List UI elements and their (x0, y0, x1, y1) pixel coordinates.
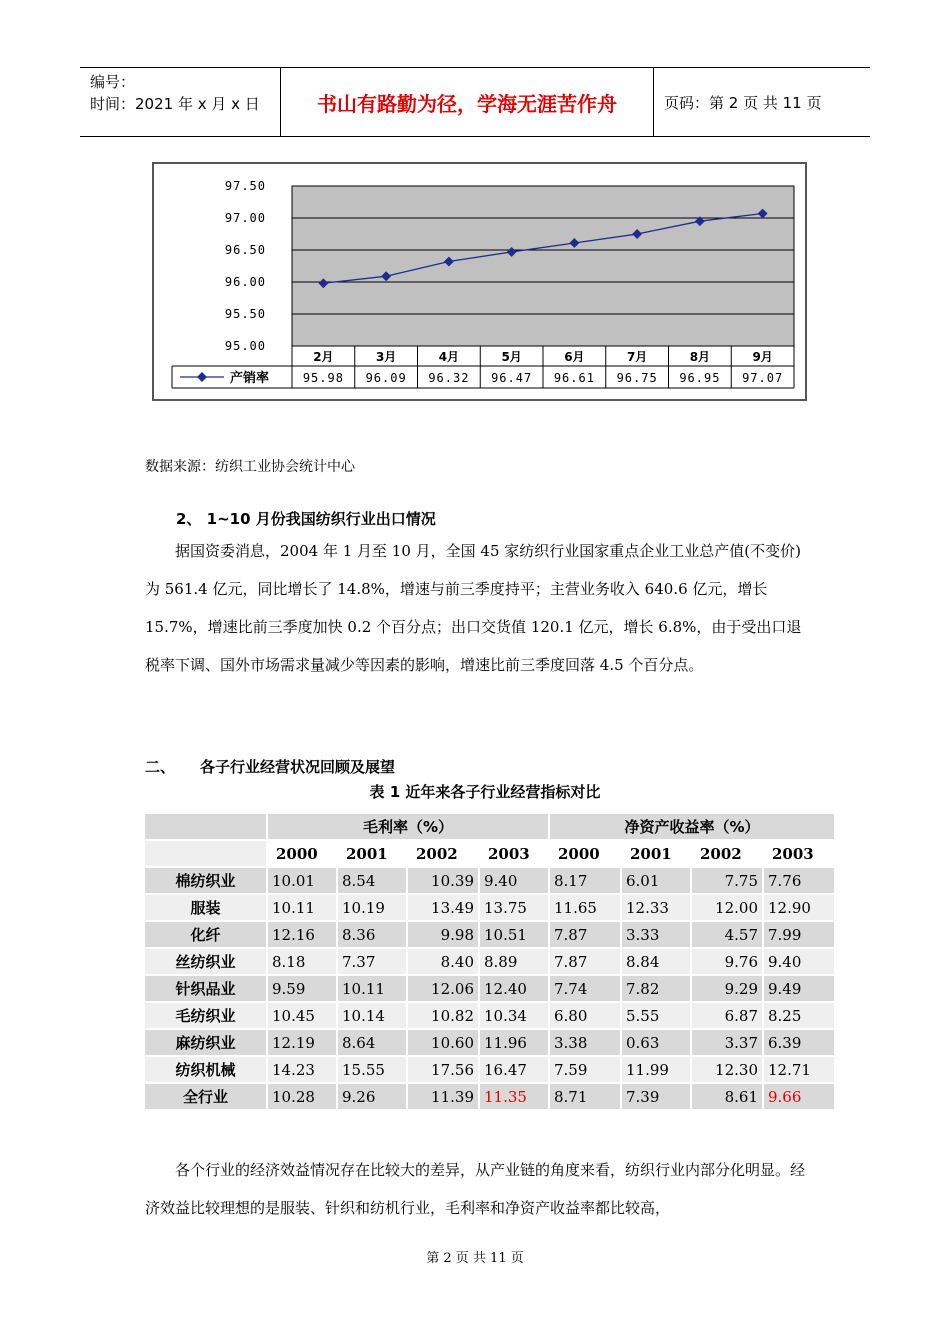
table-cell: 3.38 (550, 1030, 620, 1055)
table-cell: 6.01 (622, 868, 690, 893)
y-tick-label: 97.00 (224, 211, 266, 225)
table-cell: 12.06 (408, 976, 478, 1001)
x-category-label: 4月 (438, 350, 460, 364)
x-category-label: 7月 (626, 350, 648, 364)
data-value-label: 96.09 (365, 371, 407, 385)
table-cell: 12.90 (764, 895, 834, 920)
section-two-number: 二、 (145, 758, 176, 776)
x-category-label: 5月 (501, 350, 522, 364)
table-cell: 17.56 (408, 1057, 478, 1082)
year-header: 2003 (480, 841, 548, 866)
table-row (145, 922, 834, 947)
table-cell: 8.54 (338, 868, 406, 893)
table-cell: 12.30 (692, 1057, 762, 1082)
header-motto: 书山有路勤为径，学海无涯苦作舟 (281, 68, 654, 136)
table-cell: 10.28 (268, 1084, 336, 1109)
year-header: 2001 (338, 841, 406, 866)
row-industry-name: 棉纺织业 (145, 868, 266, 893)
table-cell: 7.59 (550, 1057, 620, 1082)
table-cell: 8.84 (622, 949, 690, 974)
table-row (145, 1057, 834, 1082)
table-cell: 10.82 (408, 1003, 478, 1028)
table-cell: 6.87 (692, 1003, 762, 1028)
row-industry-name: 全行业 (145, 1084, 266, 1109)
year-header: 2003 (764, 841, 834, 866)
year-corner (145, 841, 266, 866)
y-tick-label: 95.00 (224, 339, 266, 353)
table-cell: 10.34 (480, 1003, 548, 1028)
x-category-label: 8月 (689, 350, 711, 364)
data-value-label: 96.75 (616, 371, 658, 385)
row-industry-name: 毛纺织业 (145, 1003, 266, 1028)
table-cell: 9.40 (764, 949, 834, 974)
table-cell: 7.99 (764, 922, 834, 947)
year-header: 2001 (622, 841, 690, 866)
header-page-label: 页码：第 2 页 共 11 页 (664, 93, 822, 112)
table-cell: 7.87 (550, 922, 620, 947)
table-cell: 8.89 (480, 949, 548, 974)
table-cell: 12.19 (268, 1030, 336, 1055)
table-cell: 12.71 (764, 1057, 834, 1082)
table-corner (145, 814, 266, 839)
table-cell: 9.76 (692, 949, 762, 974)
data-value-label: 96.47 (491, 371, 533, 385)
table-cell: 10.19 (338, 895, 406, 920)
table-cell: 0.63 (622, 1030, 690, 1055)
table-cell: 10.45 (268, 1003, 336, 1028)
data-source: 数据来源：纺织工业协会统计中心 (145, 459, 355, 475)
table-cell: 8.25 (764, 1003, 834, 1028)
y-tick-label: 95.50 (224, 307, 266, 321)
row-industry-name: 麻纺织业 (145, 1030, 266, 1055)
table-cell: 15.55 (338, 1057, 406, 1082)
table-row (145, 895, 834, 920)
table-cell: 14.23 (268, 1057, 336, 1082)
table-cell: 8.17 (550, 868, 620, 893)
legend-label: 产销率 (230, 371, 270, 386)
table-cell: 11.96 (480, 1030, 548, 1055)
data-value-label: 97.07 (742, 371, 784, 385)
table-cell: 10.39 (408, 868, 478, 893)
closing-paragraph: 各个行业的经济效益情况存在比较大的差异，从产业链的角度来看，纺织行业内部分化明显。经济效益比较理想的是服装、针织和纺机行业，毛利率和净资产收益率都比较高， (145, 1161, 806, 1217)
x-category-label: 3月 (375, 350, 397, 364)
row-industry-name: 服装 (145, 895, 266, 920)
table-row (145, 949, 834, 974)
line-chart-svg (154, 164, 805, 399)
date-label: 时间：2021 年 x 月 x 日 (90, 95, 260, 113)
table-row (145, 1003, 834, 1028)
data-value-label: 96.95 (679, 371, 721, 385)
table-group-header (145, 814, 834, 839)
table-cell: 11.35 (480, 1084, 548, 1109)
table-cell: 10.01 (268, 868, 336, 893)
section2-paragraph: 据国资委消息，2004 年 1 月至 10 月，全国 45 家纺织行业国家重点企业工业总产值(不变价)为 561.4 亿元，同比增长了 14.8%，增速与前三季度持平；主营业务收入 640.6 亿元，增长 15.7%，增速比前三季度加快 0.2 个百分点；出口交货值 120.1 亿元，增长 6.8%，由于受出口退税率下调、国外市场需求量减少等因素的影响，增速比前三季度回落 4.5 个百分点。 (145, 542, 802, 674)
table-cell: 8.36 (338, 922, 406, 947)
code-label: 编号： (90, 73, 136, 91)
table-cell: 7.37 (338, 949, 406, 974)
table-row (145, 1030, 834, 1055)
table-cell: 7.82 (622, 976, 690, 1001)
table-cell: 7.75 (692, 868, 762, 893)
table-cell: 11.65 (550, 895, 620, 920)
table-cell: 9.59 (268, 976, 336, 1001)
data-value-label: 95.98 (302, 371, 344, 385)
section-two-title: 各子行业经营状况回顾及展望 (200, 758, 396, 776)
table-cell: 8.64 (338, 1030, 406, 1055)
table-cell: 6.39 (764, 1030, 834, 1055)
table-cell: 5.55 (622, 1003, 690, 1028)
table-cell: 9.49 (764, 976, 834, 1001)
table-cell: 12.40 (480, 976, 548, 1001)
table-cell: 8.61 (692, 1084, 762, 1109)
table-body (145, 868, 834, 1109)
group-gross-margin: 毛利率（%） (268, 814, 548, 839)
year-header: 2000 (550, 841, 620, 866)
table-cell: 12.00 (692, 895, 762, 920)
legend-marker (197, 372, 207, 382)
year-header: 2002 (692, 841, 762, 866)
row-industry-name: 纺织机械 (145, 1057, 266, 1082)
table-cell: 9.26 (338, 1084, 406, 1109)
data-value-label: 96.32 (428, 371, 470, 385)
indicator-table (143, 812, 836, 1111)
table-cell: 8.40 (408, 949, 478, 974)
table-cell: 16.47 (480, 1057, 548, 1082)
table-cell: 10.60 (408, 1030, 478, 1055)
x-category-label: 2月 (313, 350, 334, 364)
table-cell: 10.14 (338, 1003, 406, 1028)
table-cell: 10.51 (480, 922, 548, 947)
table-cell: 9.66 (764, 1084, 834, 1109)
x-category-label: 9月 (752, 350, 773, 364)
table-cell: 3.37 (692, 1030, 762, 1055)
header-meta (80, 68, 281, 136)
table-cell: 13.75 (480, 895, 548, 920)
table-cell: 8.71 (550, 1084, 620, 1109)
table-cell: 11.39 (408, 1084, 478, 1109)
sales-rate-chart (152, 162, 807, 401)
year-header: 2000 (268, 841, 336, 866)
table-cell: 4.57 (692, 922, 762, 947)
table-row (145, 868, 834, 893)
table-caption: 表 1 近年来各子行业经营指标对比 (369, 783, 601, 801)
table-cell: 10.11 (338, 976, 406, 1001)
group-roe: 净资产收益率（%） (550, 814, 834, 839)
x-category-label: 6月 (564, 350, 585, 364)
table-row (145, 1084, 834, 1109)
y-tick-label: 97.50 (224, 179, 266, 193)
table-cell: 3.33 (622, 922, 690, 947)
row-industry-name: 丝纺织业 (145, 949, 266, 974)
table-cell: 7.87 (550, 949, 620, 974)
y-tick-label: 96.50 (224, 243, 266, 257)
year-header: 2002 (408, 841, 478, 866)
table-cell: 12.16 (268, 922, 336, 947)
page-header (80, 67, 870, 137)
table-cell: 8.18 (268, 949, 336, 974)
table-cell: 7.76 (764, 868, 834, 893)
row-industry-name: 针织品业 (145, 976, 266, 1001)
row-industry-name: 化纤 (145, 922, 266, 947)
table-cell: 9.98 (408, 922, 478, 947)
table-row (145, 976, 834, 1001)
page-footer: 第 2 页 共 11 页 (426, 1251, 524, 1266)
table-cell: 6.80 (550, 1003, 620, 1028)
table-cell: 7.39 (622, 1084, 690, 1109)
plot-area (292, 186, 794, 346)
table-cell: 9.40 (480, 868, 548, 893)
table-cell: 10.11 (268, 895, 336, 920)
y-tick-label: 96.00 (224, 275, 266, 289)
section2-heading: 2、 1~10 月份我国纺织行业出口情况 (176, 510, 436, 528)
data-value-label: 96.61 (553, 371, 595, 385)
table-cell: 9.29 (692, 976, 762, 1001)
table-cell: 11.99 (622, 1057, 690, 1082)
table-cell: 7.74 (550, 976, 620, 1001)
table-cell: 13.49 (408, 895, 478, 920)
table-cell: 12.33 (622, 895, 690, 920)
table-year-header (145, 841, 834, 866)
